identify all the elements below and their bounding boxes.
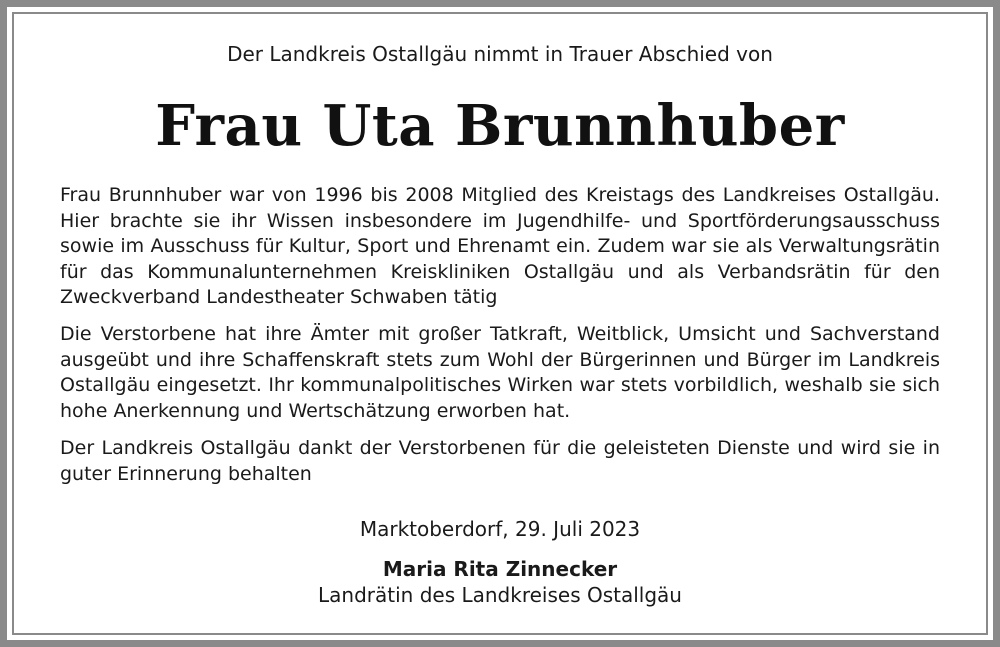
place-date: Marktoberdorf, 29. Juli 2023 bbox=[359, 517, 641, 541]
intro-line: Der Landkreis Ostallgäu nimmt in Trauer Abschied von bbox=[227, 42, 773, 66]
paragraph-biography: Frau Brunnhuber war von 1996 bis 2008 Mitglied des Kreistags des Landkreises Ostallgäu. Hier brachte sie ihr Wissen insbesondere im Jugendhilfe- und Sportförderungsausschuss sowie im Ausschuss für Kultur, Sport und Ehrenamt ein. Zudem war sie als Verwaltungsrätin für das Kommunalunternehmen Kreiskliniken Ostallgäu und als Verbandsrätin für den Zweckverband Landestheater Schwaben tätig bbox=[60, 184, 940, 308]
signer-name: Maria Rita Zinnecker bbox=[382, 557, 618, 581]
deceased-name: Frau Uta Brunnhuber bbox=[155, 93, 845, 159]
signer-title: Landrätin des Landkreises Ostallgäu bbox=[318, 583, 682, 607]
paragraph-thanks: Der Landkreis Ostallgäu dankt der Verstorbenen für die geleisteten Dienste und wird sie in guter Erinnerung behalten bbox=[60, 437, 940, 485]
paragraph-tribute: Die Verstorbene hat ihre Ämter mit großer Tatkraft, Weitblick, Umsicht und Sachverstand ausgeübt und ihre Schaffenskraft stets zum Wohl der Bürgerinnen und Bürger im Landkreis Ostallgäu eingesetzt. Ihr kommunalpolitisches Wirken war stets vorbildlich, weshalb sie sich hohe Anerkennung und Wertschätzung erworben hat. bbox=[60, 323, 940, 422]
